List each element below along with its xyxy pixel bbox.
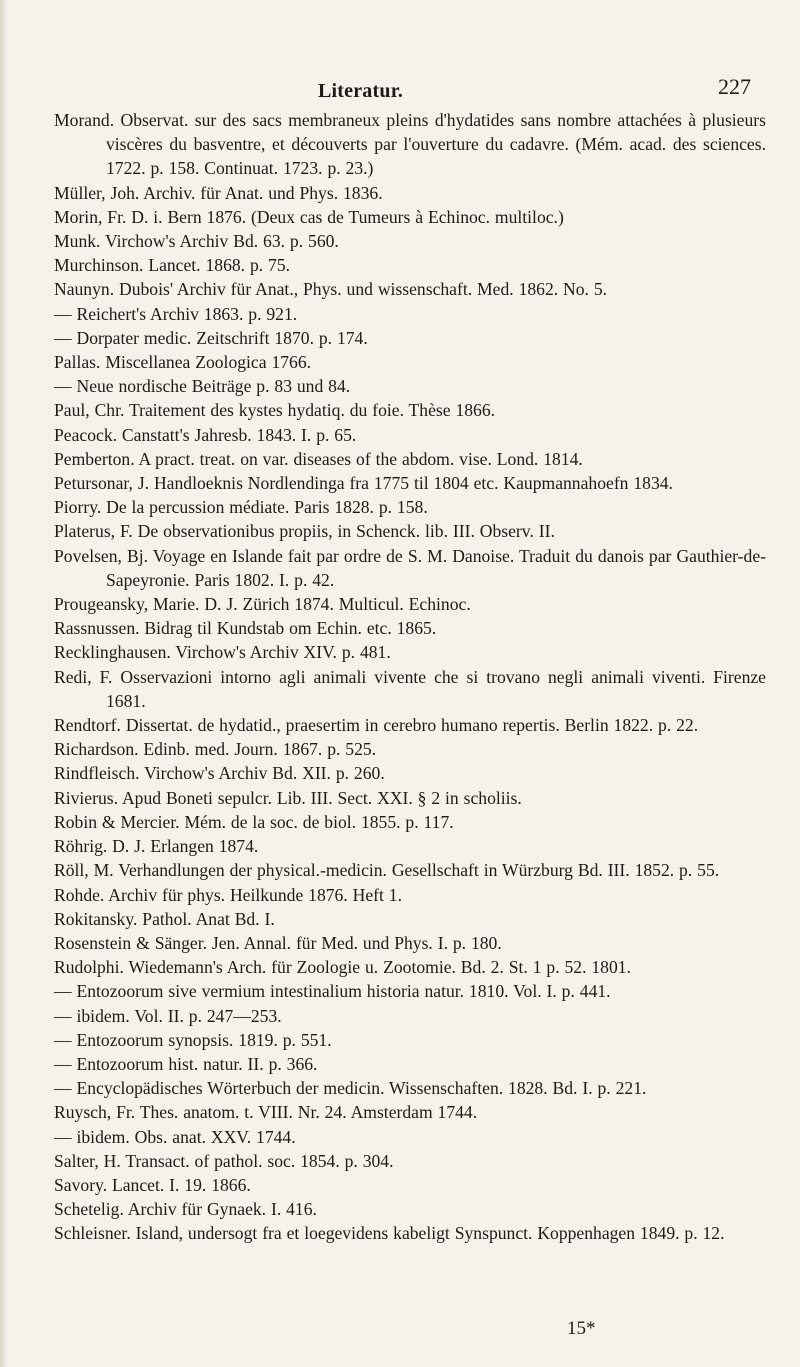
bibliography-entry: Schleisner. Island, undersogt fra et loegevidens kabeligt Synspunct. Koppenhagen 1849. p. 12. [54,1223,725,1244]
bibliography-entry: Peacock. Canstatt's Jahresb. 1843. I. p. 65. [54,424,357,445]
bibliography-entry: — Entozoorum sive vermium intestinalium historia natur. 1810. Vol. I. p. 441. [54,981,611,1002]
bibliography-entry: Savory. Lancet. I. 19. 1866. [54,1174,251,1195]
bibliography-entry: Murchinson. Lancet. 1868. p. 75. [54,255,291,276]
bibliography-entry: Paul, Chr. Traitement des kystes hydatiq. du foie. Thèse 1866. [54,400,496,421]
page-header-title: Literatur. [318,80,404,102]
bibliography-entry: Naunyn. Dubois' Archiv für Anat., Phys. und wissenschaft. Med. 1862. No. 5. [54,279,608,300]
bibliography-entry: Rivierus. Apud Boneti sepulcr. Lib. III. Sect. XXI. § 2 in scholiis. [54,787,522,808]
bibliography-entry: Salter, H. Transact. of pathol. soc. 1854. p. 304. [54,1150,394,1171]
bibliography-entry: Rassnussen. Bidrag til Kundstab om Echin. etc. 1865. [54,618,437,639]
bibliography-entry: — Entozoorum hist. natur. II. p. 366. [54,1053,318,1074]
bibliography-entry: — Dorpater medic. Zeitschrift 1870. p. 174. [54,327,368,348]
bibliography-entry: — Entozoorum synopsis. 1819. p. 551. [54,1029,332,1050]
bibliography-entry: Morand. Observat. sur des sacs membraneux pleins d'hydatides sans nombre attachées à plusieurs viscères du basventre, et découverts par l'ouverture du cadavre. (Mém. acad. des sciences. 1722. p. 158. Continuat. 1723. p. 23.) [54,110,766,179]
bibliography-entry: Munk. Virchow's Archiv Bd. 63. p. 560. [54,231,339,252]
bibliography-entry: Rudolphi. Wiedemann's Arch. für Zoologie u. Zootomie. Bd. 2. St. 1 p. 52. 1801. [54,957,631,978]
scan-edge-shadow [0,0,8,1367]
bibliography-entry: Ruysch, Fr. Thes. anatom. t. VIII. Nr. 24. Amsterdam 1744. [54,1102,478,1123]
bibliography-entry: Rindfleisch. Virchow's Archiv Bd. XII. p. 260. [54,763,385,784]
bibliography-entry: — Reichert's Archiv 1863. p. 921. [54,303,298,324]
bibliography-list [54,108,766,1246]
bibliography-entry: — Encyclopädisches Wörterbuch der medicin. Wissenschaften. 1828. Bd. I. p. 221. [54,1078,647,1099]
bibliography-entry: Rokitansky. Pathol. Anat Bd. I. [54,908,275,929]
bibliography-entry: Pallas. Miscellanea Zoologica 1766. [54,352,312,373]
bibliography-entry: Petursonar, J. Handloeknis Nordlendinga fra 1775 til 1804 etc. Kaupmannahoefn 1834. [54,473,673,494]
bibliography-entry: — Neue nordische Beiträge p. 83 und 84. [54,376,351,397]
bibliography-entry: Röhrig. D. J. Erlangen 1874. [54,836,259,857]
page-number: 227 [718,74,751,99]
bibliography-entry: Platerus, F. De observationibus propiis, in Schenck. lib. III. Observ. II. [54,521,555,542]
bibliography-entry: Rohde. Archiv für phys. Heilkunde 1876. Heft 1. [54,884,402,905]
signature-mark: 15* [567,1318,596,1339]
bibliography-entry: Povelsen, Bj. Voyage en Islande fait par ordre de S. M. Danoise. Traduit du danois par Gauthier-de-Sapeyronie. Paris 1802. I. p. 42. [54,545,766,590]
bibliography-entry: — ibidem. Vol. II. p. 247—253. [54,1005,282,1026]
bibliography-entry: Rendtorf. Dissertat. de hydatid., praesertim in cerebro humano repertis. Berlin 1822. p. 22. [54,715,699,736]
bibliography-entry: Pemberton. A pract. treat. on var. diseases of the abdom. vise. Lond. 1814. [54,448,583,469]
bibliography-entry: Morin, Fr. D. i. Bern 1876. (Deux cas de Tumeurs à Echinoc. multiloc.) [54,206,564,227]
bibliography-entry: Piorry. De la percussion médiate. Paris 1828. p. 158. [54,497,428,518]
bibliography-entry: Prougeansky, Marie. D. J. Zürich 1874. Multicul. Echinoc. [54,594,471,615]
bibliography-entry: Robin & Mercier. Mém. de la soc. de biol. 1855. p. 117. [54,811,454,832]
bibliography-entry: — ibidem. Obs. anat. XXV. 1744. [54,1126,296,1147]
bibliography-entry: Richardson. Edinb. med. Journ. 1867. p. 525. [54,739,377,760]
bibliography-entry: Redi, F. Osservazioni intorno agli animali vivente che si trovano negli animali viventi. Firenze 1681. [54,666,766,711]
bibliography-entry: Schetelig. Archiv für Gynaek. I. 416. [54,1199,317,1220]
running-head [0,74,800,104]
bibliography-entry: Röll, M. Verhandlungen der physical.-medicin. Gesellschaft in Würzburg Bd. III. 1852. p. 55. [54,860,720,881]
bibliography-entry: Rosenstein & Sänger. Jen. Annal. für Med. und Phys. I. p. 180. [54,932,502,953]
bibliography-entry: Recklinghausen. Virchow's Archiv XIV. p. 481. [54,642,391,663]
bibliography-entry: Müller, Joh. Archiv. für Anat. und Phys. 1836. [54,182,383,203]
